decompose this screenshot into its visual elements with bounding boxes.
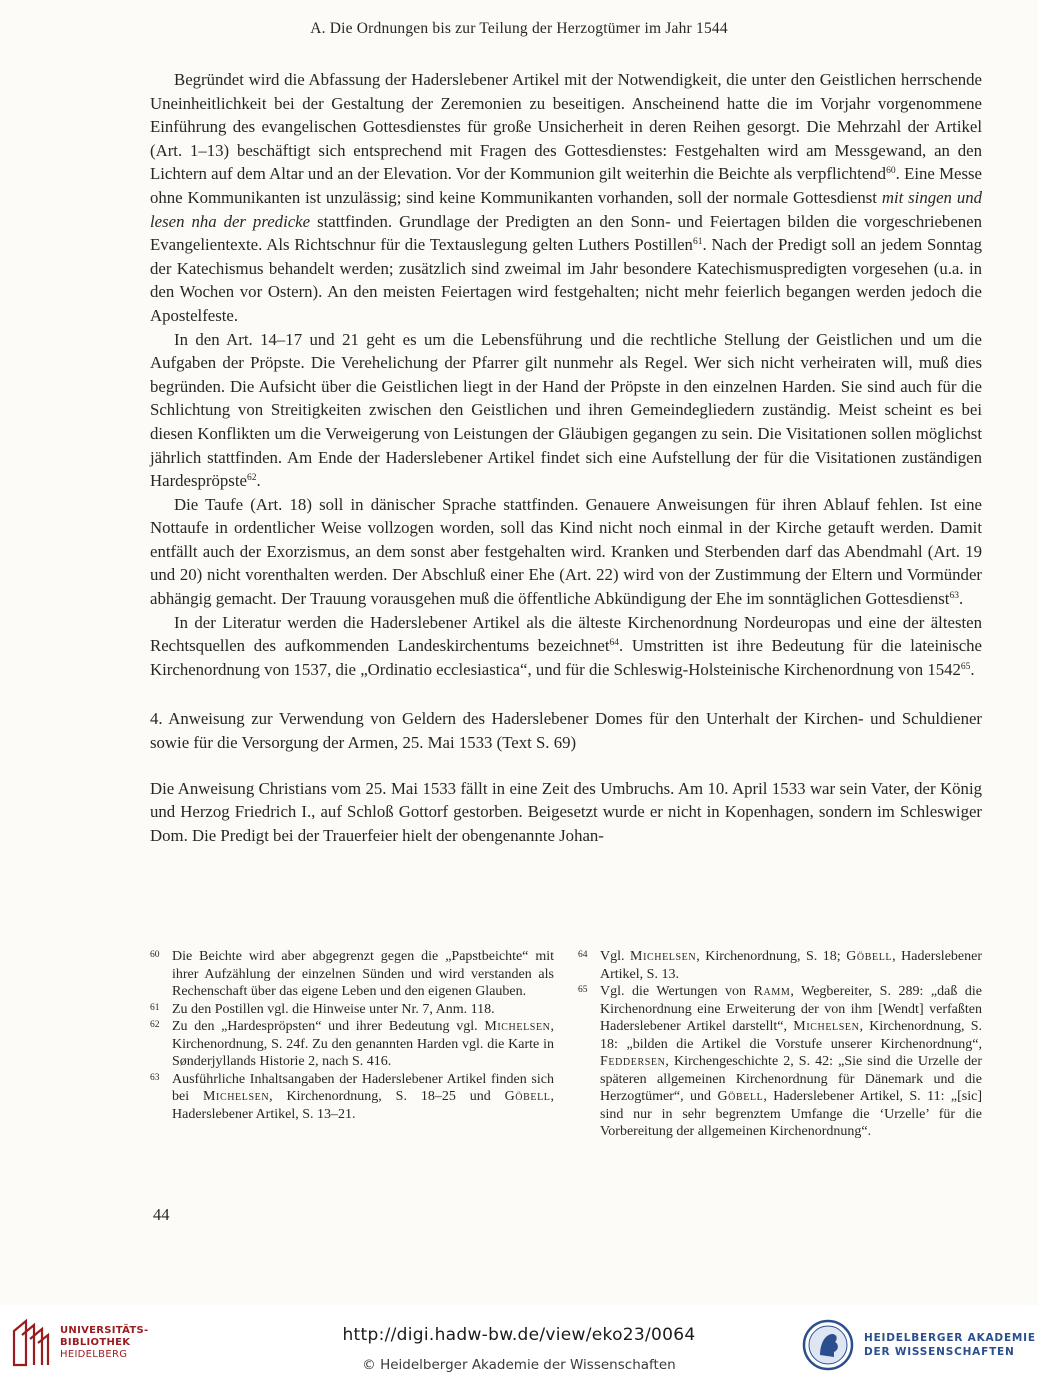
author-name: Michelsen — [630, 949, 697, 964]
academy-name[interactable]: HEIDELBERGER AKADEMIE DER WISSENSCHAFTEN — [864, 1332, 1036, 1358]
paragraph-4: In der Literatur werden die Haderslebener Artikel als die älteste Kirchenordnung Nordeuropas und eine der ältesten Rechtsquellen des aufkommenden Landeskirchentums bezeichnet$^{64}$. Umstritten ist ihre Bedeutung für die lateinische Kirchenordnung von 1537, die „Ordinatio ecclesiastica“, und für die Schleswig-Holsteinische Kirchenordnung von 1542$^{65}$. — [150, 612, 982, 679]
body-text — [150, 68, 982, 847]
footnote-ref-63[interactable]: 63 — [949, 591, 959, 602]
paragraph-5: Die Anweisung Christians vom 25. Mai 1533 fällt in eine Zeit des Umbruchs. Am 10. April 1533 war sein Vater, der König und Herzog Friedrich I., auf Schloß Gottorf gestorben. Beigesetzt wurde er nicht in Kopenhagen, sondern im Schleswiger Dom. Die Predigt bei der Trauerfeier hielt der obengenannte Johan- — [150, 778, 982, 845]
paragraph-2: In den Art. 14–17 und 21 geht es um die Lebensführung und die rechtliche Stellung der Geistlichen und um die Aufgaben der Pröpste. Die Verehelichung der Pfarrer gilt nunmehr als Regel. Wer sich nicht verheiraten will, muß dies begründen. Die Aufsicht über die Geistlichen liegt in der Hand der Pröpste in den einzelnen Harden. Sie sind auch für die Schlichtung von Streitigkeiten zwischen den Geistlichen und ihren Gemeindegliedern zuständig. Meist scheint es bei diesen Konflikten um die Verweigerung von Leistungen der Gläubigen gegangen zu sein. Die Visitationen sollen möglichst jährlich stattfinden. Am Ende der Haderslebener Artikel findet sich eine Aufstellung der für die Visitationen zuständigen Hardespröpste$^{62}$. — [150, 329, 982, 491]
page-number: 44 — [153, 1205, 170, 1224]
footnote-ref-64[interactable]: 64 — [609, 638, 620, 649]
footnotes-right-column — [578, 948, 982, 1141]
author-name: Göbell — [846, 949, 893, 964]
footnote-60: 60 Die Beichte wird aber abgegrenzt gegen die „Papstbeichte“ mit ihrer Aufzählung der einzelnen Sünden und wird verstanden als Rechenschaft über das eigene Leben und den eigenen Glauben. — [150, 949, 554, 999]
paragraph-1: Begründet wird die Abfassung der Haderslebener Artikel mit der Notwendigkeit, die unter den Geistlichen herrschende Uneinheitlichkeit bei der Gestaltung der Zeremonien zu beseitigen. Anscheinend hatte die im Vorjahr vorgenommene Einführung des evangelischen Gottesdienstes für große Unsicherheit in deren Reihen gesorgt. Die Mehrzahl der Artikel (Art. 1–13) beschäftigt sich entsprechend mit Fragen des Gottesdienstes: Festgehalten wird am Messgewand, an den Lichtern auf dem Altar und an der Elevation. Vor der Kommunion gilt weiterhin die Beichte als verpflichtend$^{60}$. Eine Messe ohne Kommunikanten ist unzulässig; sind keine Kommunikanten vorhanden, soll der normale Gottesdienst mit singen und lesen nha der predicke stattfinden. Grundlage der Predigten an den Sonn- und Feiertagen bilden die vorgeschriebenen Evangelientexte. Als Richtschnur für die Textauslegung gelten Luthers Postillen$^{61}$. Nach der Predigt soll an jedem Sonntag der Katechismus behandelt werden; zusätzlich sind zweimal im Jahr besondere Katechismuspredigten vorgesehen (u.a. in den Wochen vor Ostern). An den meisten Feiertagen wird festgehalten; nicht mehr feierlich begangen werden jedoch die Apostelfeste. — [150, 70, 983, 325]
footnote-64: 64 Vgl. Michelsen, Kirchenordnung, S. 18; Göbell, Haderslebener Artikel, S. 13. — [578, 949, 982, 982]
footnote-61: 61 Zu den Postillen vgl. die Hinweise unter Nr. 7, Anm. 118. — [150, 1001, 495, 1017]
footnote-62: 62 Zu den „Hardespröpsten“ und ihrer Bedeutung vgl. Michelsen, Kirchenordnung, S. 24f. Zu den genannten Harden vgl. die Karte in Sønderjyllands Historie 2, nach S. 416. — [150, 1019, 554, 1069]
footnote-ref-60[interactable]: 60 — [886, 166, 896, 177]
author-name: Ramm — [753, 984, 791, 999]
footnote-number: 60 — [150, 950, 160, 960]
footnotes-left-column — [150, 948, 554, 1123]
footnote-number: 63 — [150, 1072, 160, 1083]
viewer-footer — [0, 1305, 1038, 1384]
author-name: Göbell — [717, 1089, 764, 1104]
author-name: Michelsen — [202, 1089, 270, 1104]
author-name: Michelsen — [793, 1019, 860, 1034]
author-name: Michelsen — [484, 1019, 551, 1034]
footnote-number: 62 — [150, 1020, 160, 1030]
footnote-number: 65 — [578, 985, 588, 995]
footnote-ref-62[interactable]: 62 — [246, 473, 257, 484]
footnote-63: 63 Ausführliche Inhaltsangaben der Haderslebener Artikel finden sich bei Michelsen, Kirchenordnung, S. 18–25 und Göbell, Haderslebener Artikel, S. 13–21. — [150, 1071, 554, 1122]
footnote-ref-65[interactable]: 65 — [960, 661, 971, 672]
author-name: Feddersen — [600, 1054, 666, 1069]
copyright-notice: © Heidelberger Akademie der Wissenschaften — [362, 1357, 676, 1373]
document-url-link[interactable]: http://digi.hadw-bw.de/view/eko23/0064 — [342, 1325, 696, 1345]
footnote-number: 61 — [150, 1002, 160, 1013]
author-name: Göbell — [504, 1089, 551, 1104]
section-heading-4: 4. Anweisung zur Verwendung von Geldern des Haderslebener Domes für den Unterhalt der Kirchen- und Schuldiener sowie für die Versorgung der Armen, 25. Mai 1533 (Text S. 69) — [150, 709, 982, 753]
footnote-number: 64 — [578, 950, 588, 960]
university-library-name[interactable]: UNIVERSITÄTS- BIBLIOTHEK HEIDELBERG — [60, 1325, 149, 1360]
running-head: A. Die Ordnungen bis zur Teilung der Herzogtümer im Jahr 1544 — [310, 20, 728, 37]
footnote-65: 65 Vgl. die Wertungen von Ramm, Wegbereiter, S. 289: „daß die Kirchenordnung eine Erweiterung der von ihm [Wendt] verfaßten Haderslebener Artikel darstellt“, Michelsen, Kirchenordnung, S. 18: „bilden die Artikel die Vorstufe unserer Kirchenordnung“, Feddersen, Kirchengeschichte 2, S. 42: „Sie sind die Urzelle der späteren allgemeinen Kirchenordnung für Dänemark und die Herzogtümer“, und Göbell, Haderslebener Artikel, S. 11: „[sic] sind nur in sehr begrenztem Umfange die ‘Urzelle’ für die Vorbereitung der allgemeinen Kirchenordnung“. — [578, 984, 982, 1139]
paragraph-3: Die Taufe (Art. 18) soll in dänischer Sprache stattfinden. Genauere Anweisungen für ihren Ablauf fehlen. Ist eine Nottaufe in ordentlicher Weise vollzogen worden, soll das Kind nicht noch einmal in der Kirche getauft werden. Damit entfällt auch der Exorzismus, an dem sonst aber festgehalten wird. Kranken und Sterbenden darf das Abendmahl (Art. 19 und 20) nicht vorenthalten werden. Der Abschluß einer Ehe (Art. 22) wird von der Zustimmung der Eltern und Vormünder abhängig gemacht. Der Trauung vorausgehen muß die öffentliche Abkündigung der Ehe im sonntäglichen Gottesdienst$^{63}$. — [150, 494, 982, 609]
footnote-ref-61[interactable]: 61 — [692, 237, 703, 248]
quoted-phrase: mit singen und lesen nha der predicke — [150, 187, 982, 231]
academy-seal-icon[interactable] — [802, 1319, 854, 1371]
